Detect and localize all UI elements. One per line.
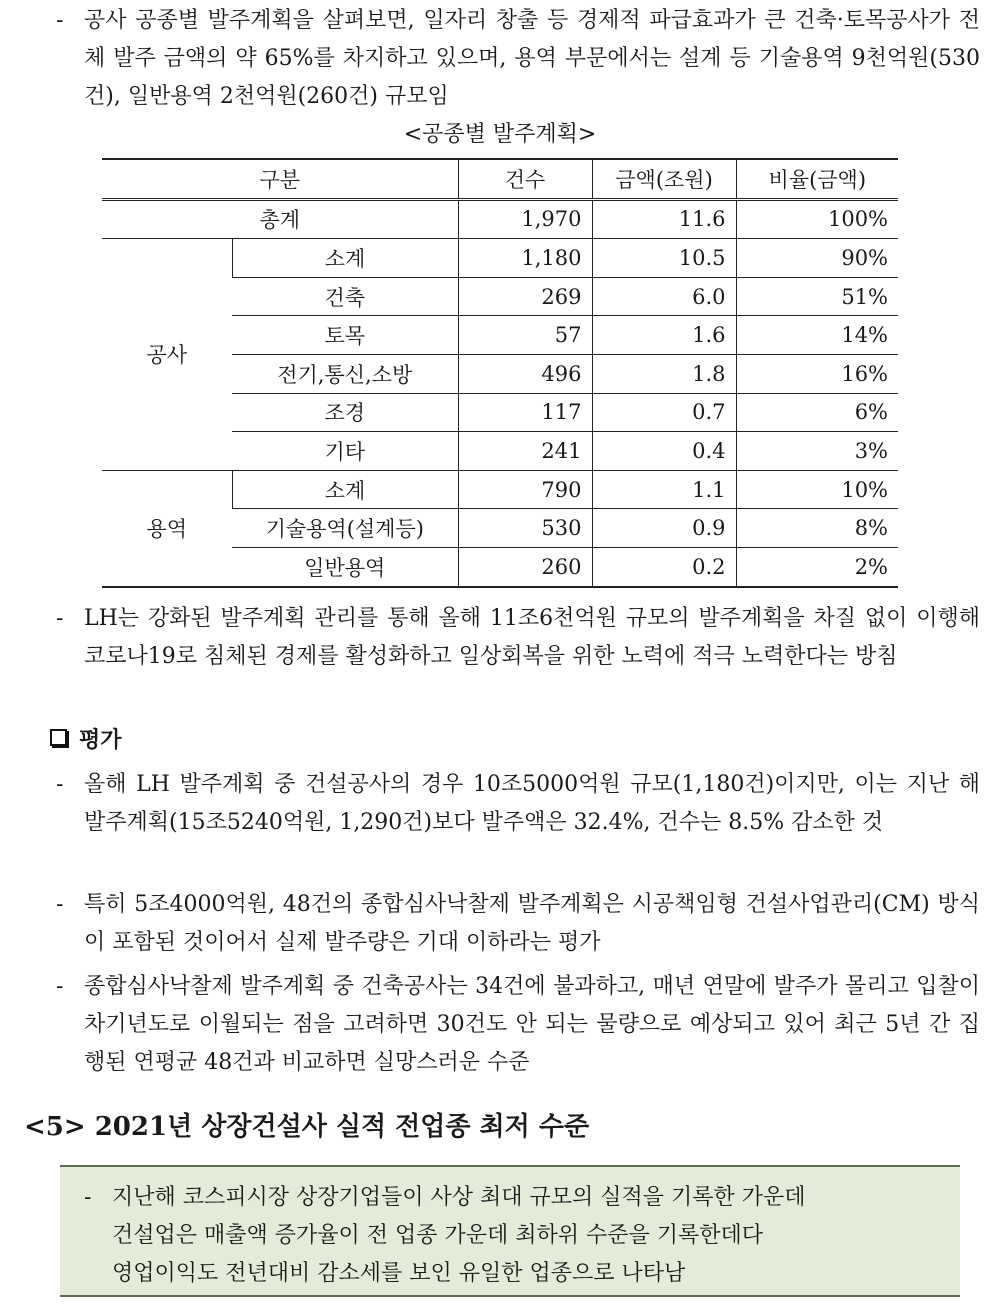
row-label: 전기,통신,소방	[232, 354, 458, 393]
cell-amount: 1.1	[592, 470, 736, 509]
evaluation-item	[56, 886, 980, 962]
bullet-dash: -	[56, 8, 64, 33]
cell-count: 1,970	[458, 199, 592, 239]
row-label: 조경	[232, 393, 458, 432]
group-label-service: 용역	[102, 470, 232, 586]
summary-box	[60, 1165, 960, 1297]
cell-count: 260	[458, 547, 592, 586]
bullet-dash: -	[56, 974, 64, 999]
header-count: 건수	[458, 159, 592, 199]
table-header-row	[102, 159, 898, 199]
evaluation-title: 평가	[79, 728, 122, 753]
cell-ratio: 14%	[736, 316, 898, 355]
cell-ratio: 51%	[736, 277, 898, 316]
table-row	[102, 470, 898, 509]
cell-count: 117	[458, 393, 592, 432]
evaluation-text: 특히 5조4000억원, 48건의 종합심사낙찰제 발주계획은 시공책임형 건설사업관리(CM) 방식이 포함된 것이어서 실제 발주량은 기대 이하라는 평가	[84, 892, 980, 955]
cell-count: 790	[458, 470, 592, 509]
header-category: 구분	[102, 159, 458, 199]
evaluation-text: 올해 LH 발주계획 중 건설공사의 경우 10조5000억원 규모(1,180건)이지만, 이는 지난 해 발주계획(15조5240억원, 1,290건)보다 발주액은 32.4%, 건수는 8.5% 감소한 것	[84, 772, 980, 835]
cell-amount: 0.4	[592, 432, 736, 471]
cell-count: 530	[458, 509, 592, 548]
row-label: 토목	[232, 316, 458, 355]
bullet-dash: -	[84, 1185, 92, 1210]
summary-text	[84, 1179, 924, 1293]
cell-amount: 6.0	[592, 277, 736, 316]
cell-ratio: 3%	[736, 432, 898, 471]
evaluation-text: 종합심사낙찰제 발주계획 중 건축공사는 34건에 불과하고, 매년 연말에 발주가 몰리고 입찰이 차기년도로 이월되는 점을 고려하면 30건도 안 되는 물량으로 예상되고 있어 최근 5년 간 집행된 연평균 48건과 비교하면 실망스러운 수준	[84, 974, 980, 1075]
evaluation-item	[56, 968, 980, 1082]
lh-text: LH는 강화된 발주계획 관리를 통해 올해 11조6천억원 규모의 발주계획을 차질 없이 이행해 코로나19로 침체된 경제를 활성화하고 일상회복을 위한 노력에 적극 노력한다는 방침	[84, 606, 980, 669]
header-ratio: 비율(금액)	[736, 159, 898, 199]
cell-ratio: 8%	[736, 509, 898, 548]
row-label: 기타	[232, 432, 458, 471]
row-label: 기술용역(설계등)	[232, 509, 458, 548]
cell-count: 241	[458, 432, 592, 471]
cell-amount: 0.9	[592, 509, 736, 548]
cell-ratio: 2%	[736, 547, 898, 586]
cell-ratio: 16%	[736, 354, 898, 393]
checkbox-square-icon	[50, 729, 67, 746]
summary-line: 영업이익도 전년대비 감소세를 보인 유일한 업종으로 나타남	[112, 1261, 686, 1286]
summary-line: 건설업은 매출액 증가율이 전 업종 가운데 최하위 수준을 기록한데다	[112, 1223, 764, 1248]
order-plan-table	[102, 158, 898, 588]
cell-count: 269	[458, 277, 592, 316]
cell-amount: 0.7	[592, 393, 736, 432]
cell-amount: 10.5	[592, 239, 736, 278]
cell-amount: 1.6	[592, 316, 736, 355]
row-label: 일반용역	[232, 547, 458, 586]
intro-text: 공사 공종별 발주계획을 살펴보면, 일자리 창출 등 경제적 파급효과가 큰 건축·토목공사가 전체 발주 금액의 약 65%를 차지하고 있으며, 용역 부문에서는 설계 등 기술용역 9천억원(530건), 일반용역 2천억원(260건) 규모임	[84, 8, 980, 109]
cell-ratio: 90%	[736, 239, 898, 278]
row-label: 건축	[232, 277, 458, 316]
bullet-dash: -	[56, 772, 64, 797]
table-caption: <공종별 발주계획>	[403, 122, 597, 147]
group-label-construction: 공사	[102, 239, 232, 471]
row-label: 소계	[232, 239, 458, 278]
section-heading: <5> 2021년 상장건설사 실적 전업종 최저 수준	[24, 1112, 590, 1142]
cell-amount: 1.8	[592, 354, 736, 393]
evaluation-item	[56, 766, 980, 842]
cell-count: 57	[458, 316, 592, 355]
row-label: 소계	[232, 470, 458, 509]
intro-paragraph	[56, 2, 980, 116]
header-amount: 금액(조원)	[592, 159, 736, 199]
cell-ratio: 10%	[736, 470, 898, 509]
evaluation-heading	[50, 724, 122, 758]
cell-amount: 0.2	[592, 547, 736, 586]
row-label: 총계	[102, 199, 458, 239]
cell-count: 496	[458, 354, 592, 393]
table-row	[102, 239, 898, 278]
bullet-dash: -	[56, 892, 64, 917]
summary-line: 지난해 코스피시장 상장기업들이 사상 최대 규모의 실적을 기록한 가운데	[112, 1185, 806, 1210]
cell-ratio: 6%	[736, 393, 898, 432]
bullet-dash: -	[56, 606, 64, 631]
table-row-total	[102, 199, 898, 239]
cell-ratio: 100%	[736, 199, 898, 239]
cell-amount: 11.6	[592, 199, 736, 239]
lh-paragraph	[56, 600, 980, 676]
cell-count: 1,180	[458, 239, 592, 278]
